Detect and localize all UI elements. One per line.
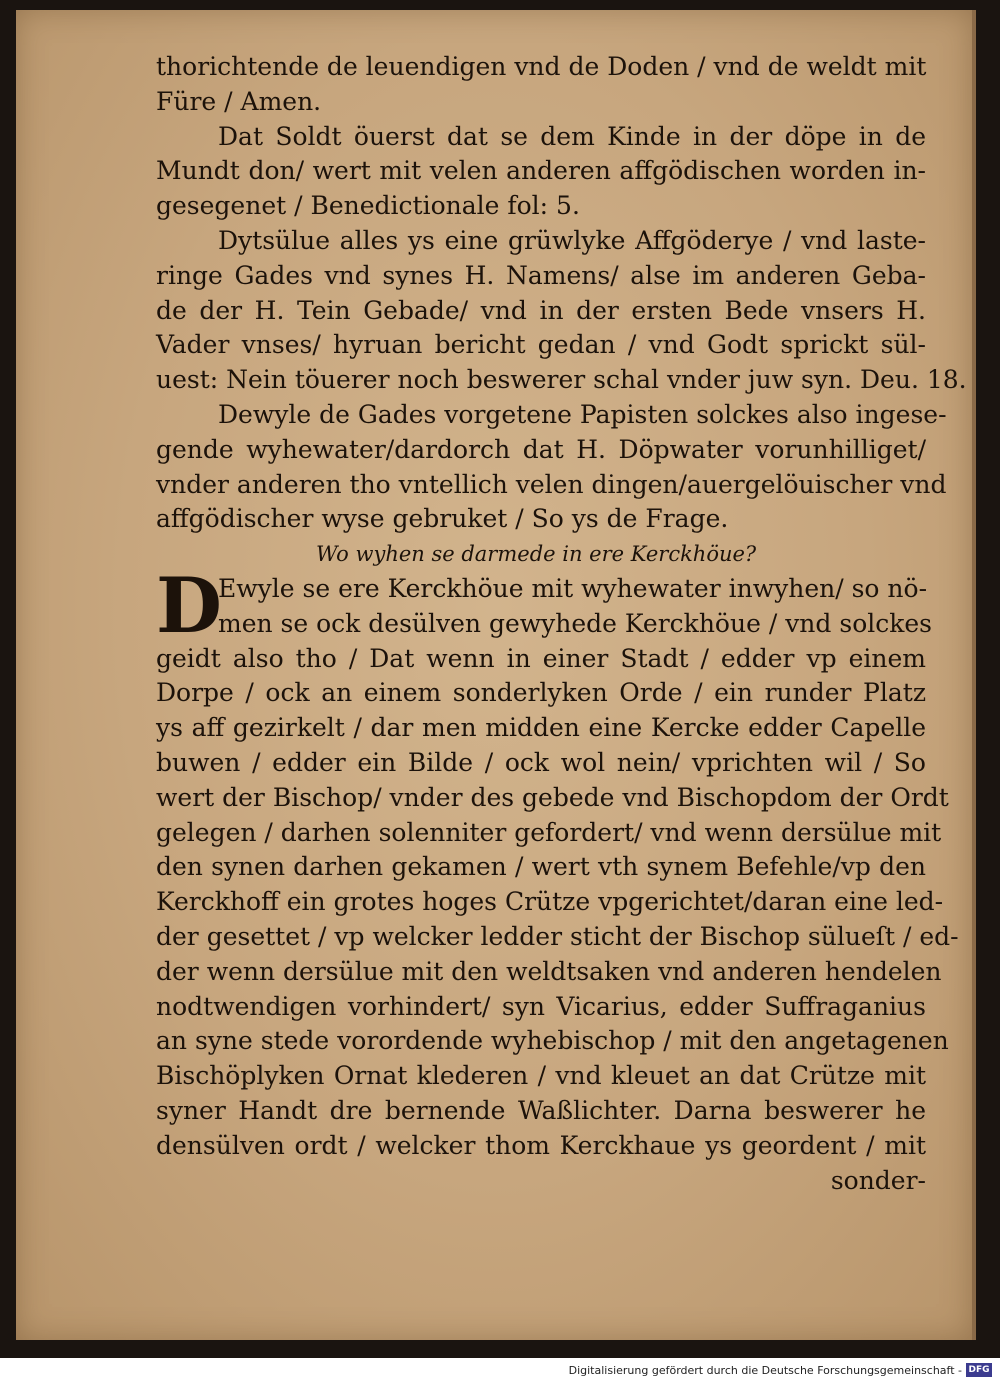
text-line: men se ock desülven gewyhede Kerckhöue / vnd solckes (218, 608, 933, 638)
text-line: wert der Bischop/ vnder des gebede vnd Bischopdom der Ordt (156, 782, 949, 812)
funding-credit: Digitalisierung gefördert durch die Deutsche Forschungsgemeinschaft - (568, 1364, 962, 1377)
text-line: buwen / edder ein Bilde / ock wol nein/ vprichten wil / So (156, 747, 926, 777)
text-line: Dewyle de Gades vorgetene Papisten solckes also ingese- (218, 399, 947, 429)
section-heading: Wo wyhen se darmede in ere Kerckhöue? (316, 542, 757, 567)
page-edge (972, 10, 976, 1340)
text-line: den synen darhen gekamen / wert vth synem Befehle/vp den (156, 852, 926, 882)
page-text (156, 50, 967, 1198)
text-line: Bischöplyken Ornat klederen / vnd kleuet an dat Crütze mit (156, 1061, 926, 1091)
text-line: gende wyhewater/dardorch dat H. Döpwater vorunhilliget/ (156, 434, 926, 464)
text-line: vnder anderen tho vntellich velen dingen/auergelöuischer vnd (156, 469, 947, 499)
text-line: ringe Gades vnd synes H. Namens/ alse im anderen Geba- (156, 260, 926, 290)
text-line: Dorpe / ock an einem sonderlyken Orde / ein runder Platz (156, 678, 926, 708)
drop-capital: D (156, 560, 222, 650)
catchword: sonder- (830, 1165, 926, 1195)
text-line: de der H. Tein Gebade/ vnd in der ersten Bede vnsers H. (156, 295, 926, 325)
text-line: der wenn dersülue mit den weldtsaken vnd anderen hendelen (156, 956, 942, 986)
text-line: Kerckhoff ein grotes hoges Crütze vpgerichtet/daran eine led- (156, 887, 944, 917)
text-line: Ewyle se ere Kerckhöue mit wyhewater inwyhen/ so nö- (218, 573, 928, 603)
text-line: geidt also tho / Dat wenn in einer Stadt / edder vp einem (156, 643, 926, 673)
text-line: syner Handt dre bernende Waßlichter. Darna beswerer he (156, 1095, 926, 1125)
text-line: nodtwendigen vorhindert/ syn Vicarius, edder Suffraganius (156, 991, 926, 1021)
text-line: Vader vnses/ hyruan bericht gedan / vnd Godt sprickt sül- (156, 330, 926, 360)
text-line: der gesettet / vp welcker ledder sticht der Bischop sülueſt / ed- (156, 921, 959, 951)
text-line: an syne stede vorordende wyhebischop / mit den angetagenen (156, 1026, 949, 1056)
text-line: densülven ordt / welcker thom Kerckhaue ys geordent / mit (156, 1130, 926, 1160)
drop-paragraph (156, 560, 933, 650)
footer-bar (0, 1360, 1000, 1382)
text-line: affgödischer wyse gebruket / So ys de Frage. (156, 504, 729, 534)
text-line: Mundt don/ wert mit velen anderen affgödischen worden in- (156, 156, 926, 186)
text-line: Füre / Amen. (156, 86, 322, 116)
text-line: gelegen / darhen solenniter gefordert/ vnd wenn dersülue mit (156, 817, 942, 847)
text-line: Dytsülue alles ys eine grüwlyke Affgöderye / vnd laste- (218, 225, 926, 255)
text-line: ys aff gezirkelt / dar men midden eine Kercke edder Capelle (156, 713, 926, 743)
text-line: gesegenet / Benedictionale fol: 5. (156, 191, 580, 221)
text-line: thorichtende de leuendigen vnd de Doden / vnd de weldt mit (156, 52, 927, 81)
text-line: uest: Nein töuerer noch beswerer schal vnder juw syn. Deu. 18. (156, 365, 967, 395)
dfg-logo[interactable]: DFG (966, 1363, 992, 1377)
text-line: Dat Soldt öuerst dat se dem Kinde in der döpe in de (218, 121, 926, 151)
